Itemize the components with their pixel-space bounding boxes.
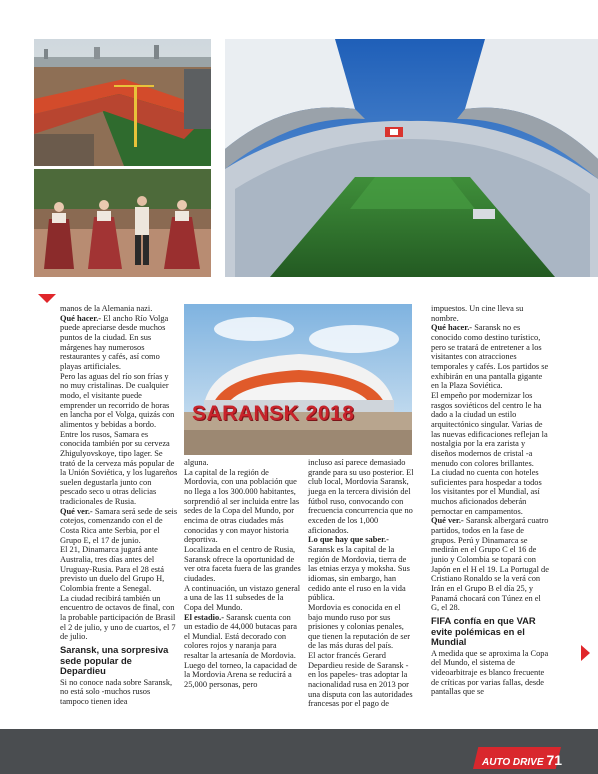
- paragraph: [60, 314, 178, 372]
- article-column-4: [431, 304, 549, 697]
- section-text: Saransk no es conocido como destino turístico, pero se tratará de entretener a los visitantes con atracciones temporales y cafés. Los partidos se exhibirán en una pantalla gigante en la Plaza Soviética.: [431, 323, 549, 391]
- footer-brand: [482, 752, 562, 768]
- paragraph: A medida que se aproxima la Copa del Mundo, el sistema de videoarbitraje es blanco frecuente de críticas por varias fallas, desde pantallas que se: [431, 648, 549, 697]
- section-lead: Qué ver.-: [60, 506, 93, 516]
- page-number: 71: [546, 752, 563, 768]
- subheading-fifa-var: FIFA confía en que VAR evite polémicas en el Mundial: [431, 615, 536, 648]
- paragraph: Luego del torneo, la capacidad de la Mordovia Arena se reducirá a 25,000 personas, pero: [184, 660, 298, 690]
- section-lead: El estadio.-: [184, 612, 225, 622]
- section-lead: Qué hacer.-: [60, 313, 102, 323]
- paragraph: [60, 507, 178, 546]
- paragraph: Si no conoce nada sobre Saransk, no está solo -muchos rusos tampoco tienen idea: [60, 677, 173, 707]
- paragraph: El 21, Dinamarca jugará ante Australia, tres días antes del Uruguay-Rusia. Para el 28 está previsto un duelo del Grupo H, Colombia frente a Senegal.: [60, 545, 165, 594]
- paragraph: [431, 323, 549, 391]
- paragraph: A continuación, un vistazo general a una de las 11 subsedes de la Copa del Mundo.: [184, 583, 301, 612]
- article-column-2: [184, 458, 301, 690]
- section-lead: Qué ver.-: [431, 516, 464, 526]
- paragraph: La ciudad no cuenta con hoteles suficientes para hospedar a todos los visitantes por el Mundial, así muchos aficionados deberán pernoctar en campamentos.: [431, 468, 542, 516]
- paragraph: [184, 613, 301, 661]
- saransk-2018-sign: SARANSK 2018: [192, 402, 355, 425]
- photo-saransk-arena: [184, 304, 412, 455]
- section-text: Samara será sede de seis cotejos, comenzando con el de Costa Rica ante Serbia, por el Grupo E, el 17 de junio.: [60, 506, 178, 545]
- paragraph: [308, 535, 416, 603]
- paragraph: Pero las aguas del río son frías y no muy cristalinas. De cualquier modo, el visitante puede emprender un recorrido de horas en lancha por el Volga, quizás con alimentos y bebidas a bordo.: [60, 371, 175, 429]
- section-text: Saransk albergará cuatro partidos, todos en la fase de grupos. Perú y Dinamarca se medirán en el Grupo C el 16 de junio y Colombia se topará con Japón en el H el 19. La Portugal de Cristiano Ronaldo se la verá con Irán en el Grupo B el día 25, y Panamá chocará con Túnez en el G, el 28.: [431, 516, 549, 613]
- section-text: El ancho Río Volga puede apreciarse desde muchos puntos de la ciudad. En sus márgenes hay numerosos restaurantes y cafés, así como playas artificiales.: [60, 313, 169, 371]
- paragraph: [431, 516, 549, 613]
- paragraph: El empeño por modernizar los rasgos soviéticos del centro le ha dado a la ciudad un estilo arquitectónico singular. Varias de las nuevas edificaciones reflejan la nostalgia por la era zarista y diseños modernos de cristal -a menudo con colores brillantes.: [431, 390, 548, 468]
- photo-stadium-construction: [34, 39, 211, 166]
- article-column-1: [60, 304, 178, 707]
- paragraph: incluso así parece demasiado grande para su uso posterior. El club local, Mordovia Saransk, juega en la tercera división del fútbol ruso, convocando con frecuencia concurrencia que no exceden de los 1,000 aficionados.: [308, 458, 414, 535]
- paragraph: Entre los rusos, Samara es conocida también por su cerveza Zhigulyovskoye, tipo lager. Se trató de la cerveza más popular de la Unión Soviética, y los lugareños suelen degustarla junto con pescado seco u otras delicias tradicionales de Rusia.: [60, 429, 178, 507]
- paragraph: Localizada en el centro de Rusia, Saransk ofrece la oportunidad de ver otra faceta fuera de las grandes ciudades.: [184, 544, 301, 583]
- section-marker-triangle: [38, 294, 56, 303]
- paragraph: El actor francés Gerard Depardieu reside de Saransk -en los papeles- tras adoptar la nacionalidad rusa en 2013 por una disputa con las autoridades francesas por el pago de: [308, 651, 413, 709]
- paragraph: Mordovia es conocida en el bajo mundo ruso por sus prisiones y colonias penales, que tienen la reputación de ser de las más duras del país.: [308, 602, 411, 651]
- photo-folk-dancers: [34, 169, 211, 277]
- paragraph: impuestos. Un cine lleva su nombre.: [431, 304, 524, 323]
- article-column-3: [308, 458, 416, 709]
- section-lead: Lo que hay que saber.-: [308, 535, 389, 545]
- paragraph: alguna.: [184, 458, 209, 467]
- paragraph: La capital de la región de Mordovia, con una población que no llega a los 300.000 habitantes, sorprendió al ser incluida entre las sedes de la Copa del Mundo, por encima de otras ciudades más conocidas y con mayor historia deportiva.: [184, 467, 300, 545]
- paragraph: manos de la Alemania nazi.: [60, 304, 153, 313]
- section-text: Saransk es la capital de la región de Mordovia, tierra de las etnias erzya y moksha. Sus idiomas, sin embargo, han cedido ante el ruso en la vida pública.: [308, 544, 410, 603]
- paragraph: La ciudad recibirá también un encuentro de octavos de final, con la probable participación de Brasil el 2 de julio, y uno de cuartos, el 7 de julio.: [60, 593, 176, 642]
- subheading-saransk: Saransk, una sorpresiva sede popular de Depardieu: [60, 643, 169, 677]
- photo-stadium-interior: [225, 39, 598, 277]
- magazine-logo: AUTO DRIVE: [482, 757, 544, 768]
- section-text: Saransk cuenta con un estadio de 44,000 butacas para el Mundial. Está decorado con colores rojos y naranja para resaltar la artesanía de Mordovia.: [184, 612, 298, 661]
- section-lead: Qué hacer.-: [431, 323, 473, 333]
- continue-marker-triangle: [581, 645, 590, 661]
